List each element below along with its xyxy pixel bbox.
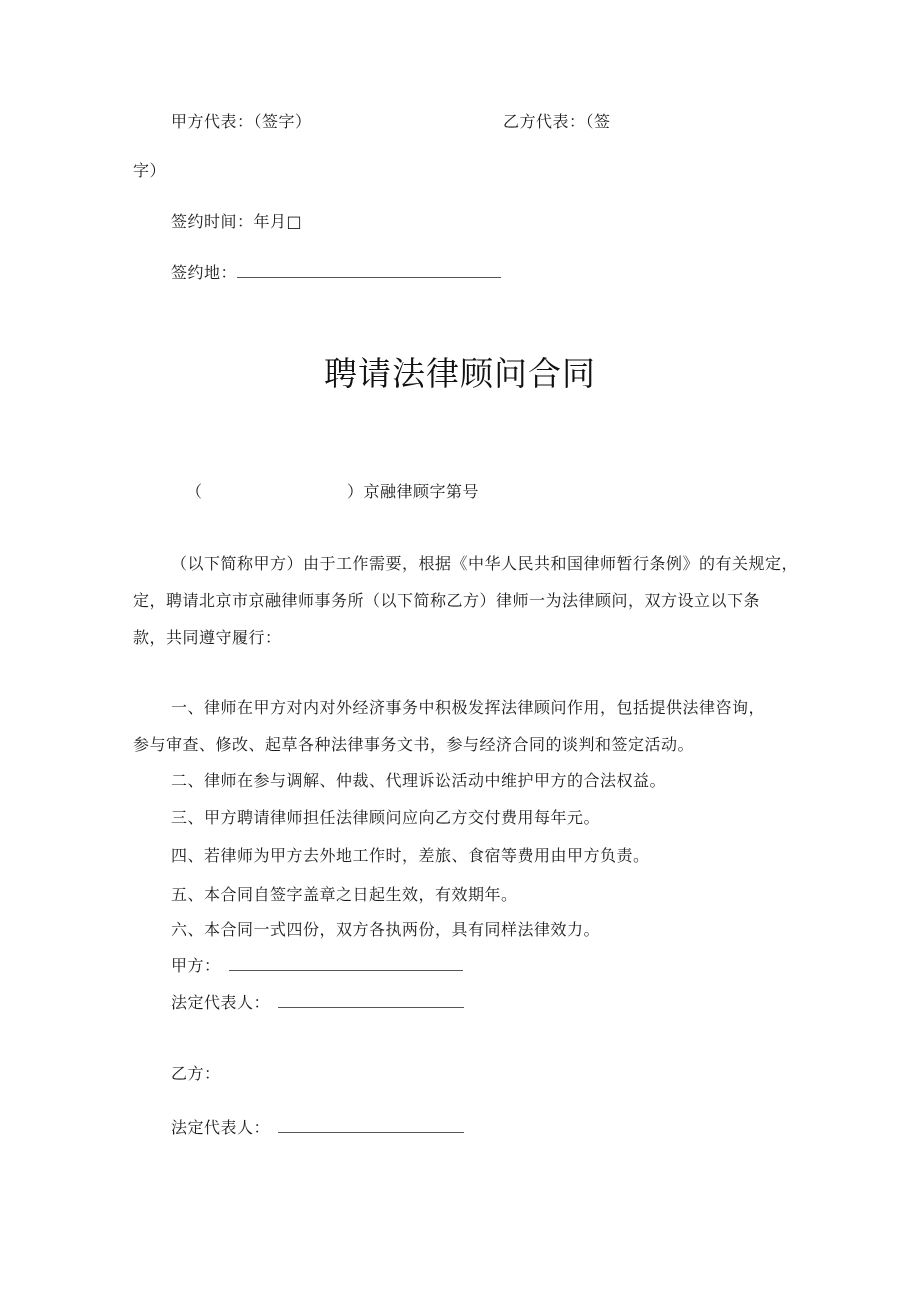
party-b-legal-rep-field — [171, 1117, 464, 1139]
party-a-label: 甲方： — [171, 956, 221, 975]
party-b-representative-signature-wrap: 字） — [133, 161, 167, 180]
clause-1-line-1: 一、律师在甲方对内对外经济事务中积极发挥法律顾问作用，包括提供法律咨询， — [171, 698, 766, 717]
party-a-field — [171, 955, 463, 977]
clause-6: 六、本合同一式四份，双方各执两份，具有同样法律效力。 — [171, 920, 601, 939]
intro-line-2: 定，聘请北京市京融律师事务所（以下简称乙方）律师一为法律顾问，双方设立以下条 — [133, 591, 761, 610]
intro-line-3: 款，共同遵守履行： — [133, 628, 282, 647]
reference-number: ）京融律顾字第号 — [347, 482, 480, 501]
intro-line-1: （以下简称甲方）由于工作需要，根据《中华人民共和国律师暂行条例》的有关规定， — [171, 554, 799, 573]
clause-4: 四、若律师为甲方去外地工作时，差旅、食宿等费用由甲方负责。 — [171, 846, 650, 865]
clause-3: 三、甲方聘请律师担任法律顾问应向乙方交付费用每年元。 — [171, 808, 601, 827]
party-a-legal-rep-blank-line — [278, 993, 464, 1008]
party-b-representative-signature: 乙方代表：（签 — [503, 112, 611, 131]
party-b-legal-rep-blank-line — [278, 1118, 464, 1133]
party-a-legal-rep-label: 法定代表人： — [171, 993, 271, 1012]
signing-place-label: 签约地： — [171, 263, 238, 282]
signing-place-blank-line — [237, 263, 501, 278]
document-title: 聘请法律顾问合同 — [324, 354, 596, 393]
clause-1-line-2: 参与审查、修改、起草各种法律事务文书，参与经济合同的谈判和签定活动。 — [133, 735, 695, 754]
clause-2: 二、律师在参与调解、仲裁、代理诉讼活动中维护甲方的合法权益。 — [171, 771, 667, 790]
reference-open-paren: （ — [186, 482, 203, 501]
party-a-legal-rep-field — [171, 992, 464, 1014]
signing-place — [171, 262, 501, 284]
party-a-blank-line — [229, 956, 463, 971]
clause-5: 五、本合同自签字盖章之日起生效，有效期年。 — [171, 885, 518, 904]
party-a-representative-signature: 甲方代表：（签字） — [171, 112, 312, 131]
signing-date: 签约时间：年月□ — [171, 212, 303, 231]
party-b-label: 乙方： — [171, 1064, 221, 1083]
party-b-legal-rep-label: 法定代表人： — [171, 1118, 271, 1137]
